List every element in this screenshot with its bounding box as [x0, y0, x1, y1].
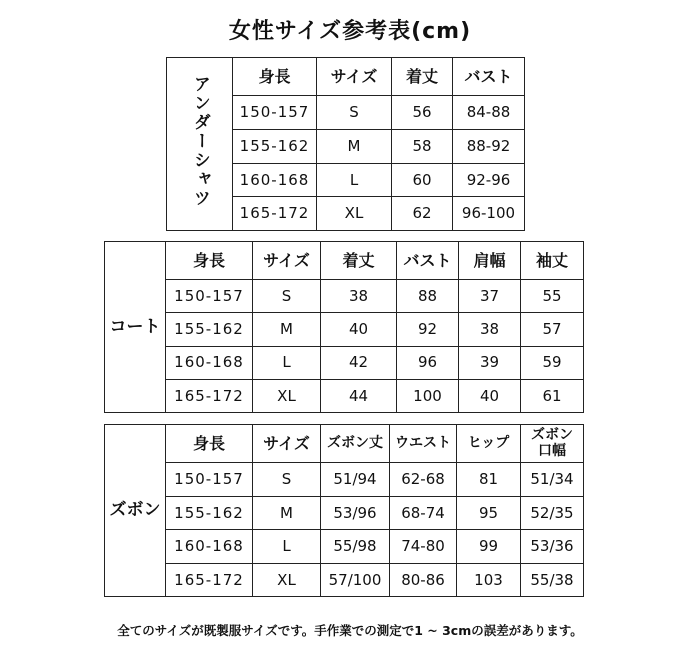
- cell: XL: [317, 197, 392, 231]
- cell: 96: [397, 346, 459, 379]
- header-pants-length: ズボン丈: [321, 425, 390, 463]
- header-sleeve: 袖丈: [521, 242, 584, 280]
- cell: 61: [521, 379, 584, 412]
- category-cell: [105, 425, 166, 597]
- cell: S: [253, 463, 321, 497]
- cell: 59: [521, 346, 584, 379]
- table-row: [105, 463, 584, 497]
- header-bust: バスト: [453, 58, 525, 96]
- cell: L: [253, 346, 321, 379]
- cell: 44: [321, 379, 397, 412]
- cell: 74-80: [390, 530, 457, 564]
- cell: 150-157: [233, 96, 317, 130]
- category-label: ズボン: [109, 500, 161, 521]
- pants-size-table: [104, 424, 584, 597]
- cell: 155-162: [233, 129, 317, 163]
- cell: 55: [521, 280, 584, 313]
- cell: 68-74: [390, 496, 457, 530]
- cell: 92: [397, 313, 459, 346]
- cell: 88-92: [453, 129, 525, 163]
- header-bust: バスト: [397, 242, 459, 280]
- header-size: サイズ: [253, 425, 321, 463]
- header-size: サイズ: [253, 242, 321, 280]
- table-row: [105, 496, 584, 530]
- cell: 92-96: [453, 163, 525, 197]
- cell: 51/34: [521, 463, 584, 497]
- cell: 150-157: [166, 463, 253, 497]
- cell: 37: [459, 280, 521, 313]
- cell: XL: [253, 563, 321, 597]
- cell: 53/96: [321, 496, 390, 530]
- cell: M: [253, 496, 321, 530]
- cell: 88: [397, 280, 459, 313]
- header-height: 身長: [233, 58, 317, 96]
- cell: 62: [392, 197, 453, 231]
- table-row: [105, 563, 584, 597]
- cell: 40: [459, 379, 521, 412]
- cell: 160-168: [166, 530, 253, 564]
- cell: 165-172: [166, 563, 253, 597]
- cell: 55/98: [321, 530, 390, 564]
- cell: 56: [392, 96, 453, 130]
- cell: 39: [459, 346, 521, 379]
- cell: 80-86: [390, 563, 457, 597]
- cell: M: [253, 313, 321, 346]
- header-height: 身長: [166, 425, 253, 463]
- header-shoulder: 肩幅: [459, 242, 521, 280]
- cell: 99: [457, 530, 521, 564]
- cell: 58: [392, 129, 453, 163]
- category-cell: [167, 58, 233, 231]
- cell: 84-88: [453, 96, 525, 130]
- header-height: 身長: [166, 242, 253, 280]
- cell: 52/35: [521, 496, 584, 530]
- cell: 42: [321, 346, 397, 379]
- cell: 100: [397, 379, 459, 412]
- cell: 95: [457, 496, 521, 530]
- header-size: サイズ: [317, 58, 392, 96]
- table-row: [105, 530, 584, 564]
- cell: 165-172: [233, 197, 317, 231]
- cell: 51/94: [321, 463, 390, 497]
- table-row: [105, 313, 584, 346]
- cell: 160-168: [166, 346, 253, 379]
- category-label: コート: [109, 316, 161, 337]
- cell: 160-168: [233, 163, 317, 197]
- cell: 103: [457, 563, 521, 597]
- cell: L: [253, 530, 321, 564]
- cell: 62-68: [390, 463, 457, 497]
- table-row: [105, 346, 584, 379]
- header-hem-width: ズボン口幅: [521, 425, 584, 463]
- cell: 165-172: [166, 379, 253, 412]
- cell: 57/100: [321, 563, 390, 597]
- coat-size-table: [104, 241, 584, 413]
- cell: S: [253, 280, 321, 313]
- header-waist: ウエスト: [390, 425, 457, 463]
- category-label: アンダーシャツ: [189, 75, 210, 209]
- page-title: 女性サイズ参考表(cm): [228, 19, 472, 44]
- cell: S: [317, 96, 392, 130]
- cell: 38: [459, 313, 521, 346]
- cell: 155-162: [166, 313, 253, 346]
- cell: 150-157: [166, 280, 253, 313]
- header-hip: ヒップ: [457, 425, 521, 463]
- cell: XL: [253, 379, 321, 412]
- category-cell: [105, 242, 166, 413]
- cell: 40: [321, 313, 397, 346]
- table-row: [105, 280, 584, 313]
- header-length: 着丈: [392, 58, 453, 96]
- cell: 96-100: [453, 197, 525, 231]
- cell: 53/36: [521, 530, 584, 564]
- cell: 81: [457, 463, 521, 497]
- cell: L: [317, 163, 392, 197]
- cell: 57: [521, 313, 584, 346]
- cell: 155-162: [166, 496, 253, 530]
- measurement-note: 全てのサイズが既製服サイズです。手作業での測定で1 ~ 3cmの誤差があります。: [117, 623, 583, 638]
- table-row: [105, 379, 584, 412]
- cell: 38: [321, 280, 397, 313]
- undershirt-size-table: [166, 57, 525, 231]
- header-length: 着丈: [321, 242, 397, 280]
- cell: M: [317, 129, 392, 163]
- cell: 60: [392, 163, 453, 197]
- cell: 55/38: [521, 563, 584, 597]
